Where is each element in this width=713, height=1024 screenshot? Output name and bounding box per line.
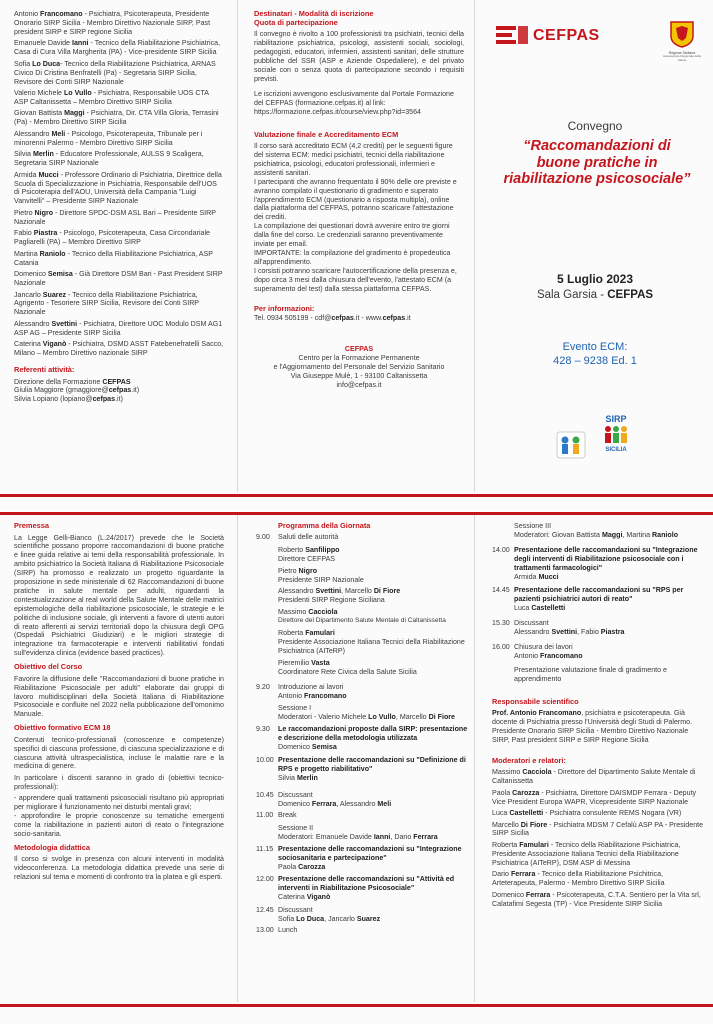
info-title: Per informazioni:: [254, 304, 315, 314]
slot-time: 15.30: [492, 619, 510, 628]
red-rule: [0, 512, 713, 515]
session-2: [256, 824, 468, 842]
session-3: [492, 522, 706, 540]
moderator-entry: Roberta Famulari - Tecnico della Riabilitazione Psichiatrica, Presidente Associazione Italiana Tecnici della Riabilitazione Psichiatrica (AITeRP), DSM ASP di Messina: [492, 840, 681, 867]
obiettivo-ecm-text: Contenuti tecnico-professionali (conoscenze e competenze) specifici di ciascuna professione, di ciascuna specializzazione e di ciascuna attività ultraspecialistica, incluse le malattie rare e la medicina di genere.: [14, 735, 224, 771]
slot-time: 12.00: [256, 874, 274, 883]
sirp-figures-icon: [601, 424, 631, 444]
session-label: Sessione III: [514, 522, 552, 530]
faculty-entry: Armida Mucci - Professore Ordinario di Psichiatria, Direttrice della Scuola di Specializzazione in Psichiatria, Responsabile dell'UOS di Psicoterapia dell'AOU, Università della Campania "Luigi Vanvitelli" – Presidente SIRP Nazionale: [14, 170, 222, 206]
slot-time: 16.00: [492, 642, 510, 651]
speaker: Paola Carozza: [278, 863, 326, 871]
valutazione-title: Valutazione finale e Accreditamento ECM: [254, 129, 399, 139]
faculty-column: [14, 10, 224, 486]
info-contacts: Tel. 0934 505199 - cdf@cefpas.it - www.cefpas.it: [254, 314, 411, 323]
cefpas-address: [254, 345, 464, 390]
valutazione-text: La compilazione dei questionari dovrà avvenire entro tre giorni dalla fine del corso. Le credenziali saranno preventivamente inviate per email.: [254, 222, 450, 249]
fold-line: [474, 512, 475, 1002]
speaker: Pieremilio Vasta: [278, 658, 330, 667]
moderator-entry: Marcello Di Fiore - Psichiatra MDSM 7 Cefalù ASP PA - Presidente SIRP Sicilia: [492, 820, 704, 838]
obiettivo-corso-title: Obiettivo del Corso: [14, 662, 83, 672]
moderator-entry: Dario Ferrara - Tecnico della Riabilitazione Psichitrica, Arteterapeuta, Palermo - Membro Direttivo SIRP Sicilia: [492, 870, 665, 888]
slot-time: 12.45: [256, 905, 274, 914]
address-line: e l'Aggiornamento del Personale del Servizio Sanitario: [273, 363, 445, 372]
faculty-list: [14, 10, 224, 358]
moderatori-list: [492, 768, 706, 908]
program-slot-1530: [492, 619, 706, 637]
sirp-logo-text: SIRP: [605, 414, 627, 424]
obiettivo-corso-text: Favorire la diffusione delle "Raccomandazioni di buone pratiche in Riabilitazione Psicosociale per adulti" elaborate dai gruppi di lavoro multidisciplinari della Società Italiana di Riabilitazione Psicosociale e confluite nel 2022 nella pubblicazione dell'omonimo Manuale.: [14, 674, 224, 719]
slot-head: Introduzione ai lavori: [278, 682, 344, 691]
program-slot-1045: [256, 791, 468, 809]
faculty-entry: Valerio Michele Lo Vullo - Psichiatra, Responsabile UOS CTA ASP Caltanissetta – Membro Direttivo SIRP Sicilia: [14, 89, 209, 106]
programma-column-2: [492, 522, 706, 1000]
faculty-entry: Sofia Lo Duca- Tecnico della Riabilitazione Psichiatrica, ARNAS Civico Di Cristina Benfratelli (Pa) - Segretaria SIRP Sicilia, Revisore dei Conti SIRP Nazionale: [14, 59, 216, 86]
premessa-title: Premessa: [14, 522, 49, 530]
program-slot-920: [256, 683, 468, 701]
brochure-inside: [0, 512, 713, 1024]
puzzle-logo: [554, 424, 588, 467]
speaker: Roberto Sanfilippo: [278, 545, 340, 554]
address-line: Via Giuseppe Mulè, 1 - 93100 Caltanissetta: [290, 372, 428, 380]
speaker: Caterina Viganò: [278, 892, 331, 901]
fold-line: [237, 512, 238, 1002]
speaker-role: Direttore del Dipartimento Salute Mentale di Caltanissetta: [278, 617, 446, 625]
address-email: info@cefpas.it: [336, 380, 382, 389]
slot-time: 10.45: [256, 790, 274, 799]
program-slot-1300: [256, 926, 468, 935]
region-dept: Assessorato Regionale della Salute: [662, 53, 702, 62]
faculty-entry: Silvia Merlin - Educatore Professionale, AULSS 9 Scaligera, Segretaria SIRP Nazionale: [14, 150, 204, 168]
speaker: Domenico Semisa: [278, 743, 337, 752]
referenti-title: Referenti attività:: [14, 365, 75, 375]
obiettivo-ecm-text: In particolare i discenti saranno in grado di (obiettivi tecnico-professionali):: [14, 773, 224, 791]
responsabile-title: Responsabile scientifico: [492, 696, 579, 706]
program-slot-1445: [492, 586, 706, 613]
cefpas-logo: [496, 24, 600, 48]
speaker-role: Direttore CEFPAS: [278, 554, 336, 563]
fold-line: [237, 0, 238, 492]
faculty-entry: Fabio Piastra - Psicologo, Psicoterapeuta, Casa Circondariale Pagliarelli (PA) – Membro Direttivo SIRP: [14, 229, 210, 247]
metodologia-text: Il corso si svolge in presenza con alcuni interventi in modalità videoconferenza. La metodologia didattica prevede una serie di relazioni sul tema e momenti di confronto tra la platea e gli esperti.: [14, 855, 224, 882]
moderator-entry: Paola Carozza - Psichiatra, Direttore DAISMDP Ferrara - Deputy Vice President Europa WAPR, Vicepresidente SIRP Nazionale: [492, 788, 697, 806]
program-slot-1600: [492, 643, 706, 684]
program-slot-1400: [492, 546, 706, 582]
regione-logo: [660, 20, 704, 62]
address-title: CEFPAS: [344, 345, 374, 354]
regione-crest-icon: [669, 20, 695, 48]
moderator-entry: Massimo Cacciola - Direttore del Dipartimento Salute Mentale di Caltanissetta: [492, 768, 696, 786]
program-slot-930: [256, 725, 468, 752]
premessa-text: La Legge Gelli-Bianco (L.24/2017) prevede che le Società scientifiche possano proporre raccomandazioni di buone pratiche e linee guida relative ai temi della responsabilità professionale. In ambito psichiatrico la Società Italiana di Riabilitazione Psicosociale (SIRP) ha promosso e realizzato un progetto riguardante la proposizione in sede ministeriale di 62 Raccomandazioni di buone pratiche in salute mentale per adulti, riguardanti la contestualizzazione al real world della Salute Mentale delle matrici epistemologiche della riabilitazione psicosociale, le strategie e le politiche di inclusione sociale, gli interventi a favore di utenti autori di reato afferenti ai servizi territoriali dopo la chiusura degli OPG (Ospedali Psichiatrici Giudiziari) e le migliori strategie di integrazione tra farmacoterapie e interventi riabilitativi fondati sull'evidenza clinica (evidence based practices).: [14, 533, 224, 658]
speaker: Massimo Cacciola: [278, 608, 338, 617]
speaker: Sofia Lo Duca, Jancarlo Suarez: [278, 914, 381, 923]
event-kind: Convegno: [567, 119, 623, 133]
program-slot-1000: [256, 756, 468, 783]
slot-time: 11.15: [256, 845, 274, 854]
slot-head: Lunch: [278, 926, 298, 935]
speaker-role: Presidenti SIRP Regione Siciliana: [278, 596, 385, 605]
closing-note: Presentazione valutazione finale di gradimento e apprendimento: [514, 665, 668, 683]
slot-head: Discussant: [514, 619, 549, 628]
destinatari-title: Destinatari - Modalità di iscrizione: [254, 10, 374, 18]
talk-title: Presentazione delle raccomandazioni su "Integrazione sociosanitaria e partecipazione": [278, 845, 462, 863]
speaker: Silvia Merlin: [278, 773, 318, 782]
session-moderators: Moderatori: Emanuele Davide Ianni, Dario Ferrara: [278, 833, 438, 842]
slot-time: 14.45: [492, 586, 510, 595]
faculty-entry: Caterina Viganò - Psichiatra, DSMD ASST Fatebenefratelli Sacco, Milano – Membro Direttivo nazionale SIRP: [14, 340, 224, 358]
obiettivo-ecm-title: Obiettivo formativo ECM 18: [14, 723, 111, 733]
faculty-entry: Jancarlo Suarez - Tecnico della Riabilitazione Psichiatrica, Agrigento - Tesoriere SIRP Sicilia, Revisore dei Conti SIRP Nazionale: [14, 290, 199, 317]
session-moderators: Moderatori: Giovan Battista Maggi, Martina Raniolo: [514, 530, 679, 539]
slot-head: Discussant: [278, 905, 313, 914]
event-place: Sala Garsia - CEFPAS: [536, 289, 654, 301]
session-moderators: Moderatori - Valerio Michele Lo Vullo, Marcello Di Fiore: [278, 713, 456, 722]
talk-title: Presentazione delle raccomandazioni su "Attività ed interventi in Riabilitazione Psicosociale": [278, 874, 455, 892]
destinatari-subtitle: Quota di partecipazione: [254, 17, 338, 27]
slot-head: Saluti delle autorità: [278, 532, 339, 541]
program-slot-1200: [256, 875, 468, 902]
destinatari-text: Il convegno è rivolto a 100 professionisti tra psichiatri, tecnici della riabilitazione psichiatrica, psicologi, assistenti sociali, sociologi, pedagogisti, educatori, infermieri, assistenti sanitari, delle strutture pubbliche del SSR (ASP e Aziende Ospedaliere), e del privato sociale con o senza quota di partecipazione secondo i requisiti previsti.: [254, 30, 464, 83]
obiettivo-ecm-bullet: - approfondire le proprie conoscenze su tematiche emergenti come la riabilitazione in pazienti autori di reato o l'integrazione socio-sanitaria.: [14, 812, 224, 838]
program-slot-900: [256, 533, 468, 677]
faculty-entry: Pietro Nigro - Direttore SPDC-DSM ASL Bari – Presidente SIRP Nazionale: [14, 208, 216, 226]
valutazione-text: Il corso sarà accreditato ECM (4,2 crediti) per le seguenti figure del sistema ECM: medici psichiatri, tecnici della riabilitazione psichiatrica, psicologi, educatori professionali, infermieri e assistenti sanitari.: [254, 142, 453, 177]
faculty-entry: Domenico Semisa - Già Direttore DSM Bari - Past President SIRP Nazionale: [14, 270, 223, 287]
red-rule: [0, 1004, 713, 1007]
talk-title: Le raccomandazioni proposte dalla SIRP: presentazione e descrizione della metodologia utilizzata: [278, 725, 468, 743]
info-column: [254, 10, 464, 486]
faculty-entry: Giovan Battista Maggi - Psichiatra, Dir. CTA Villa Gloria, Terrasini (Pa) - Membro Direttivo SIRP Sicilia: [14, 109, 219, 127]
faculty-entry: Martina Raniolo - Tecnico della Riabilitazione Psichiatrica, ASP Catania: [14, 249, 213, 267]
slot-time: 9.00: [256, 532, 270, 541]
iscrizione-text: Le iscrizioni avvengono esclusivamente dal Portale Formazione del CEFPAS (formazione.cefpas.it) al link: https://formazione.cefpas.it/course/view.php?id=3564: [254, 89, 454, 116]
speaker: Domenico Ferrara, Alessandro Meli: [278, 799, 392, 808]
speaker: Luca Castelletti: [514, 604, 566, 613]
moderatori-title: Moderatori e relatori:: [492, 755, 566, 765]
speaker: Roberta Famulari: [278, 629, 335, 638]
valutazione-text: IMPORTANTE: la compilazione del gradimento è propedeutica all'apprendimento.: [254, 248, 451, 266]
region-name: Regione Siciliana: [668, 50, 696, 55]
speaker: Antonio Francomano: [278, 691, 347, 700]
faculty-entry: Alessandro Meli - Psicologo, Psicoterapeuta, Tribunale per i minorenni Palermo - Membro Direttivo SIRP Sicilia: [14, 129, 203, 147]
responsabile-text: Prof. Antonio Francomano, psichiatra e psicoterapeuta. Già docente di Psichiatria presso l'Università degli Studi di Palermo. Presidente Onorario SIRP Sicilia - Membro Direttivo Nazionale SIRP, Past president SIRP e SIRP Regione Sicilia: [492, 709, 693, 744]
faculty-entry: Emanuele Davide Ianni - Tecnico della Riabilitazione Psichiatrica, Casa di Cura Villa Margherita (PA) - Vice-presidente SIRP Sicilia: [14, 39, 221, 57]
cover-column: [484, 10, 706, 486]
programma-column: [256, 522, 468, 1000]
program-slot-1115: [256, 845, 468, 872]
session-label: Sessione II: [278, 824, 314, 833]
speaker: Antonio Francomano: [514, 651, 583, 660]
brochure-outside: [0, 0, 713, 510]
slot-time: 9.20: [256, 682, 270, 691]
slot-head: Chiusura dei lavori: [514, 642, 573, 651]
referenti-line: Direzione della Formazione CEFPAS: [14, 377, 131, 386]
valutazione-text: I partecipanti che avranno frequentato il 90% delle ore previste e avranno compilato il questionario di gradimento e superato l'apprendimento ECM (questionario a risposta multipla), online dalla piattaforma del CEFPAS, potranno scaricare l'attestazione dei crediti.: [254, 177, 457, 222]
slot-time: 9.30: [256, 725, 270, 734]
ecm-code: 428 – 9238 Ed. 1: [553, 355, 637, 367]
slot-time: 10.00: [256, 755, 274, 764]
session-1: [256, 704, 468, 722]
sirp-logo: [600, 414, 632, 454]
red-rule: [0, 494, 713, 497]
speaker-role: Presidente SIRP Nazionale: [278, 575, 364, 584]
valutazione-text: I corsisti potranno scaricare l'autocertificazione della presenza e, dopo circa 3 mesi dalla chiusura dell'evento, l'attestato ECM (a superamento del test) dalla stessa piattaforma CEFPAS.: [254, 266, 457, 293]
slot-time: 11.00: [256, 811, 274, 820]
event-date: 5 Luglio 2023: [556, 272, 634, 286]
talk-title: Presentazione delle raccomandazioni su "RPS per pazienti psichiatrici autori di reato": [514, 586, 684, 604]
slot-time: 14.00: [492, 545, 510, 554]
puzzle-figures-icon: [554, 424, 588, 464]
faculty-entry: Alessandro Svettini - Psichiatra, Direttore UOC Modulo DSM AG1 ASP AG – Presidente SIRP Sicilia: [14, 319, 223, 337]
referenti-line: Silvia Lopiano (lopiano@cefpas.it): [14, 395, 123, 404]
cefpas-mark-icon: [496, 24, 530, 48]
faculty-entry: Antonio Francomano - Psichiatra, Psicoterapeuta, Presidente Onorario SIRP Sicilia - Membro Direttivo Nazionale SIRP, Past president SIRP e SIRP regione Sicilia: [14, 10, 211, 36]
speaker: Alessandro Svettini, Marcello Di Fiore: [278, 587, 401, 596]
programma-title: Programma della Giornata: [278, 522, 371, 530]
speaker: Alessandro Svettini, Fabio Piastra: [514, 628, 625, 637]
referenti-line: Giulia Maggiore (gmaggiore@cefpas.it): [14, 386, 140, 395]
talk-title: Presentazione delle raccomandazioni su "Integrazione degli interventi di Riabilitazione psicosociale con i trattamenti farmacologici": [514, 545, 698, 572]
moderator-entry: Domenico Ferrara - Psicoterapeuta, C.T.A. Sentiero per la Vita srl, Calatafimi Segesta (TP) - Vice Presidente SIRP Sicilia: [492, 890, 701, 908]
program-slot-1100: [256, 811, 468, 820]
moderator-entry: Luca Castelletti - Psichiatra consulente REMS Nogara (VR): [492, 809, 682, 818]
program-slot-1245: [256, 906, 468, 924]
slot-time: 13.00: [256, 926, 274, 935]
slot-head: Discussant: [278, 790, 313, 799]
fold-line: [474, 0, 475, 492]
metodologia-title: Metodologia didattica: [14, 842, 90, 852]
obiettivo-ecm-bullet: - apprendere quali trattamenti psicosociali risultano più appropriati per migliorare il funzionamento nei disturbi mentali gravi;: [14, 794, 224, 812]
speaker-role: Presidente Associazione Italiana Tecnici della Riabilitazione Psichiatrica (AITeRP): [278, 637, 465, 655]
cefpas-logo-text: CEFPAS: [533, 26, 600, 44]
speaker: Armida Mucci: [514, 572, 559, 581]
session-label: Sessione I: [278, 704, 312, 713]
ecm-block: [484, 340, 706, 368]
talk-title: Presentazione delle raccomandazioni su "Definizione di RPS e progetto riabilitativo": [278, 755, 466, 773]
slot-head: Break: [278, 811, 297, 820]
ecm-label: Evento ECM:: [562, 341, 628, 353]
sirp-logo-sub: SICILIA: [605, 446, 627, 453]
premessa-column: [14, 522, 224, 1000]
event-title: “Raccomandazioni di buone pratiche in riabilitazione psicosociale”: [503, 138, 691, 187]
speaker-role: Coordinatore Rete Civica della Salute Sicilia: [278, 667, 417, 676]
speaker: Pietro Nigro: [278, 566, 318, 575]
address-line: Centro per la Formazione Permanente: [298, 354, 420, 363]
